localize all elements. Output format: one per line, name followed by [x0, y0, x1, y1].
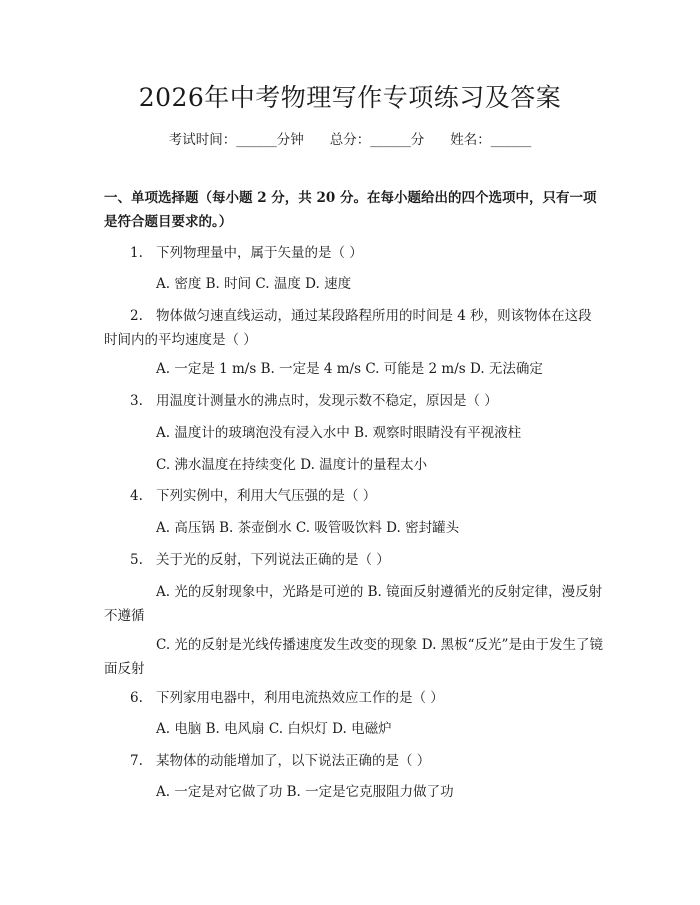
question-1: [104, 241, 604, 265]
question-7: [104, 749, 604, 773]
exam-meta: [0, 128, 700, 152]
question-text: 下列家用电器中，利用电流热效应工作的是（ ）: [156, 690, 444, 706]
question-text: 某物体的动能增加了，以下说法正确的是（ ）: [156, 753, 431, 769]
student-name-label: 姓名：______: [450, 132, 532, 148]
question-3: [104, 389, 604, 413]
question-5: [104, 548, 604, 572]
question-7-options: A. 一定是对它做了功 B. 一定是它克服阻力做了功: [156, 784, 454, 800]
question-5-options-line-1: A. 光的反射现象中，光路是可逆的 B. 镜面反射遵循光的反射定律，漫反射不遵循: [104, 584, 603, 624]
question-number: 1.: [130, 245, 143, 261]
question-3-options-line-2: C. 沸水温度在持续变化 D. 温度计的量程太小: [156, 457, 428, 473]
question-text: 物体做匀速直线运动，通过某段路程所用的时间是 4 秒，则该物体在这段时间内的平均速度是（ ）: [104, 308, 592, 348]
question-4-options: A. 高压锅 B. 茶壶倒水 C. 吸管吸饮料 D. 密封罐头: [156, 520, 460, 536]
question-text: 下列物理量中，属于矢量的是（ ）: [156, 245, 363, 261]
question-5-options-line-2: C. 光的反射是光线传播速度发生改变的现象 D. 黑板“反光”是由于发生了镜面反射: [104, 637, 603, 677]
total-score-label: 总分：______分: [329, 132, 425, 148]
question-6: [104, 686, 604, 710]
exam-time-label: 考试时间：______分钟: [168, 132, 304, 148]
section-heading: 一、单项选择题（每小题 2 分，共 20 分。在每小题给出的四个选项中，只有一项是符合题目要求的。）: [104, 190, 597, 230]
question-1-options: A. 密度 B. 时间 C. 温度 D. 速度: [156, 276, 352, 292]
question-number: 7.: [130, 753, 143, 769]
question-4: [104, 484, 604, 508]
question-3-options-line-1: A. 温度计的玻璃泡没有浸入水中 B. 观察时眼睛没有平视液柱: [156, 425, 522, 441]
question-text: 关于光的反射，下列说法正确的是（ ）: [156, 552, 390, 568]
question-text: 用温度计测量水的沸点时，发现示数不稳定，原因是（ ）: [156, 393, 498, 409]
question-2: [104, 304, 604, 352]
question-number: 3.: [130, 393, 143, 409]
question-2-options: A. 一定是 1 m/s B. 一定是 4 m/s C. 可能是 2 m/s D. 无法确定: [156, 361, 543, 377]
page-title: 2026年中考物理写作专项练习及答案: [138, 83, 562, 112]
question-text: 下列实例中，利用大气压强的是（ ）: [156, 488, 377, 504]
question-number: 4.: [130, 488, 143, 504]
question-number: 2.: [130, 308, 143, 324]
question-number: 6.: [130, 690, 143, 706]
question-6-options: A. 电脑 B. 电风扇 C. 白炽灯 D. 电磁炉: [156, 721, 392, 737]
question-number: 5.: [130, 552, 143, 568]
